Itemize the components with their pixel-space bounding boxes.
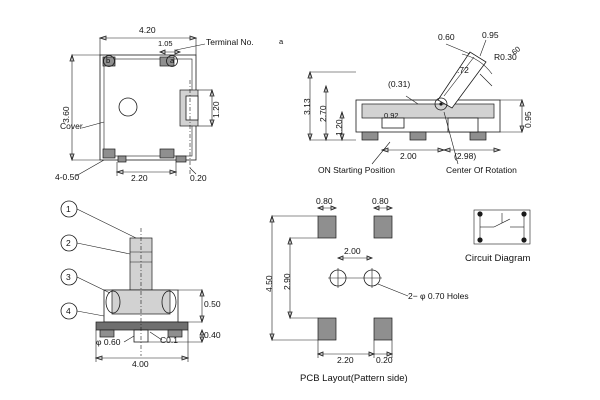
pcb-layout-caption: PCB Layout(Pattern side) [300, 373, 408, 384]
top-view-dim-105 [160, 50, 180, 54]
dim-label-420: 4.20 [139, 25, 156, 35]
dim-label-r030: R0.30 [494, 52, 517, 62]
pcb-dim-label-450: 4.50 [264, 275, 274, 292]
dim-label-phi060: φ 0.60 [96, 337, 121, 347]
dim-label-095r: 0.95 [523, 111, 533, 128]
circuit-symbol [474, 210, 530, 244]
dim-label-020: 0.20 [190, 173, 207, 183]
terminal-mark-b-circle: b [106, 56, 111, 65]
pcb-dim-label-080-right: 0.80 [372, 196, 389, 206]
dim-label-120: 1.20 [211, 101, 221, 118]
balloon-3: 3 [66, 272, 71, 282]
pcb-dim-200 [338, 256, 372, 260]
dim-label-360: 3.60 [61, 106, 71, 123]
dim-label-105: 1.05 [158, 39, 173, 48]
dim-label-092: 0.92 [384, 111, 399, 120]
balloon-4: 4 [66, 306, 71, 316]
dim-label-400: 4.00 [132, 359, 149, 369]
balloon-1: 1 [66, 204, 71, 214]
dim-label-072: .72 [457, 65, 469, 75]
pcb-dim-label-020: 0.20 [376, 355, 393, 365]
dim-label-298: (2.98) [454, 151, 477, 161]
pcb-holes-note: 2− φ 0.70 Holes [408, 291, 469, 301]
pcb-dim-450 [270, 216, 318, 340]
dim-label-c01: C0.1 [160, 335, 178, 345]
dim-label-313: 3.13 [302, 98, 312, 115]
dim-label-4x050: 4-0.50 [55, 172, 80, 182]
balloon-2: 2 [66, 238, 71, 248]
dim-label-060: 0.60 [438, 32, 455, 42]
dim-label-050: 0.50 [204, 299, 221, 309]
top-view-dim-420 [100, 36, 196, 55]
dim-label-095: 0.95 [482, 30, 499, 40]
cover-label: Cover [60, 121, 83, 131]
dim-label-angle: 60 [509, 44, 523, 57]
pcb-dim-label-220: 2.20 [337, 355, 354, 365]
pcb-dim-290 [288, 238, 318, 318]
dim-label-040: 0.40 [204, 330, 221, 340]
circuit-diagram-caption: Circuit Diagram [465, 253, 531, 264]
on-start-label: ON Starting Position [318, 165, 396, 175]
dim-label-220: 2.20 [131, 173, 148, 183]
dim-label-031: (0.31) [388, 79, 411, 89]
front-view-dim-050 [178, 290, 204, 322]
top-view-dim-360 [70, 55, 100, 160]
pcb-dim-label-200: 2.00 [344, 246, 361, 256]
terminal-mark-a: a [279, 37, 284, 46]
pcb-dim-080-right [374, 206, 392, 210]
dim-label-120b: 1.20 [334, 119, 344, 136]
side-view-dim-095r [500, 100, 524, 132]
terminal-mark-a-circle: a [170, 56, 175, 65]
terminal-no-label: Terminal No. [206, 37, 254, 47]
center-rotation-label: Center Of Rotation [446, 165, 517, 175]
pcb-dim-080-left [318, 206, 336, 210]
dim-label-270: 2.70 [318, 105, 328, 122]
pcb-dim-label-290: 2.90 [282, 273, 292, 290]
pcb-dim-label-080-left: 0.80 [316, 196, 333, 206]
dim-label-200-side: 2.00 [400, 151, 417, 161]
